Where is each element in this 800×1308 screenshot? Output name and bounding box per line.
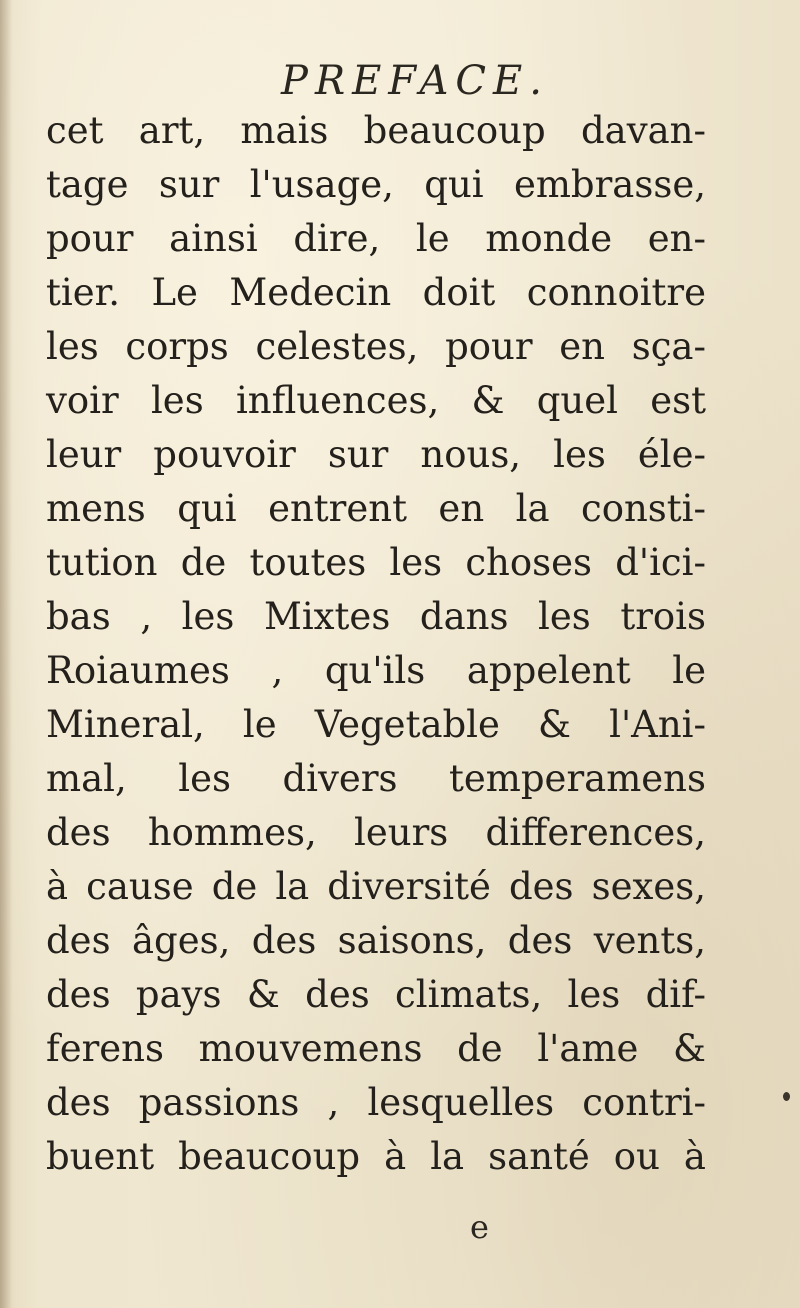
text-line: tage sur l'usage, qui embrasse,	[46, 163, 706, 206]
catchword: e	[470, 1208, 489, 1246]
text-line: les corps celestes, pour en sça-	[46, 325, 706, 368]
text-line: buent beaucoup à la santé ou à	[46, 1135, 706, 1178]
spine-shadow	[0, 0, 12, 1308]
text-line: des hommes, leurs differences,	[46, 811, 706, 854]
text-line: cet art, mais beaucoup davan-	[46, 109, 706, 152]
text-line: bas , les Mixtes dans les trois	[46, 595, 706, 638]
body-text	[46, 104, 706, 1184]
text-line: tier. Le Medecin doit connoitre	[46, 271, 706, 314]
text-line: Mineral, le Vegetable & l'Ani-	[46, 703, 706, 746]
text-line: voir les influences, & quel est	[46, 379, 706, 422]
text-line: à cause de la diversité des sexes,	[46, 865, 706, 908]
text-line: leur pouvoir sur nous, les éle-	[46, 433, 706, 476]
text-line: des âges, des saisons, des vents,	[46, 919, 706, 962]
text-line: des passions , lesquelles contri-	[46, 1081, 706, 1124]
text-line: des pays & des climats, les dif-	[46, 973, 706, 1016]
running-head: PREFACE.	[281, 58, 549, 104]
text-line: ferens mouvemens de l'ame &	[46, 1027, 706, 1070]
ink-spot	[783, 1092, 790, 1101]
text-line: tution de toutes les choses d'ici-	[46, 541, 706, 584]
text-line: mens qui entrent en la consti-	[46, 487, 706, 530]
text-line: Roiaumes , qu'ils appelent le	[46, 649, 706, 692]
text-line: mal, les divers temperamens	[46, 757, 706, 800]
text-line: pour ainsi dire, le monde en-	[46, 217, 706, 260]
